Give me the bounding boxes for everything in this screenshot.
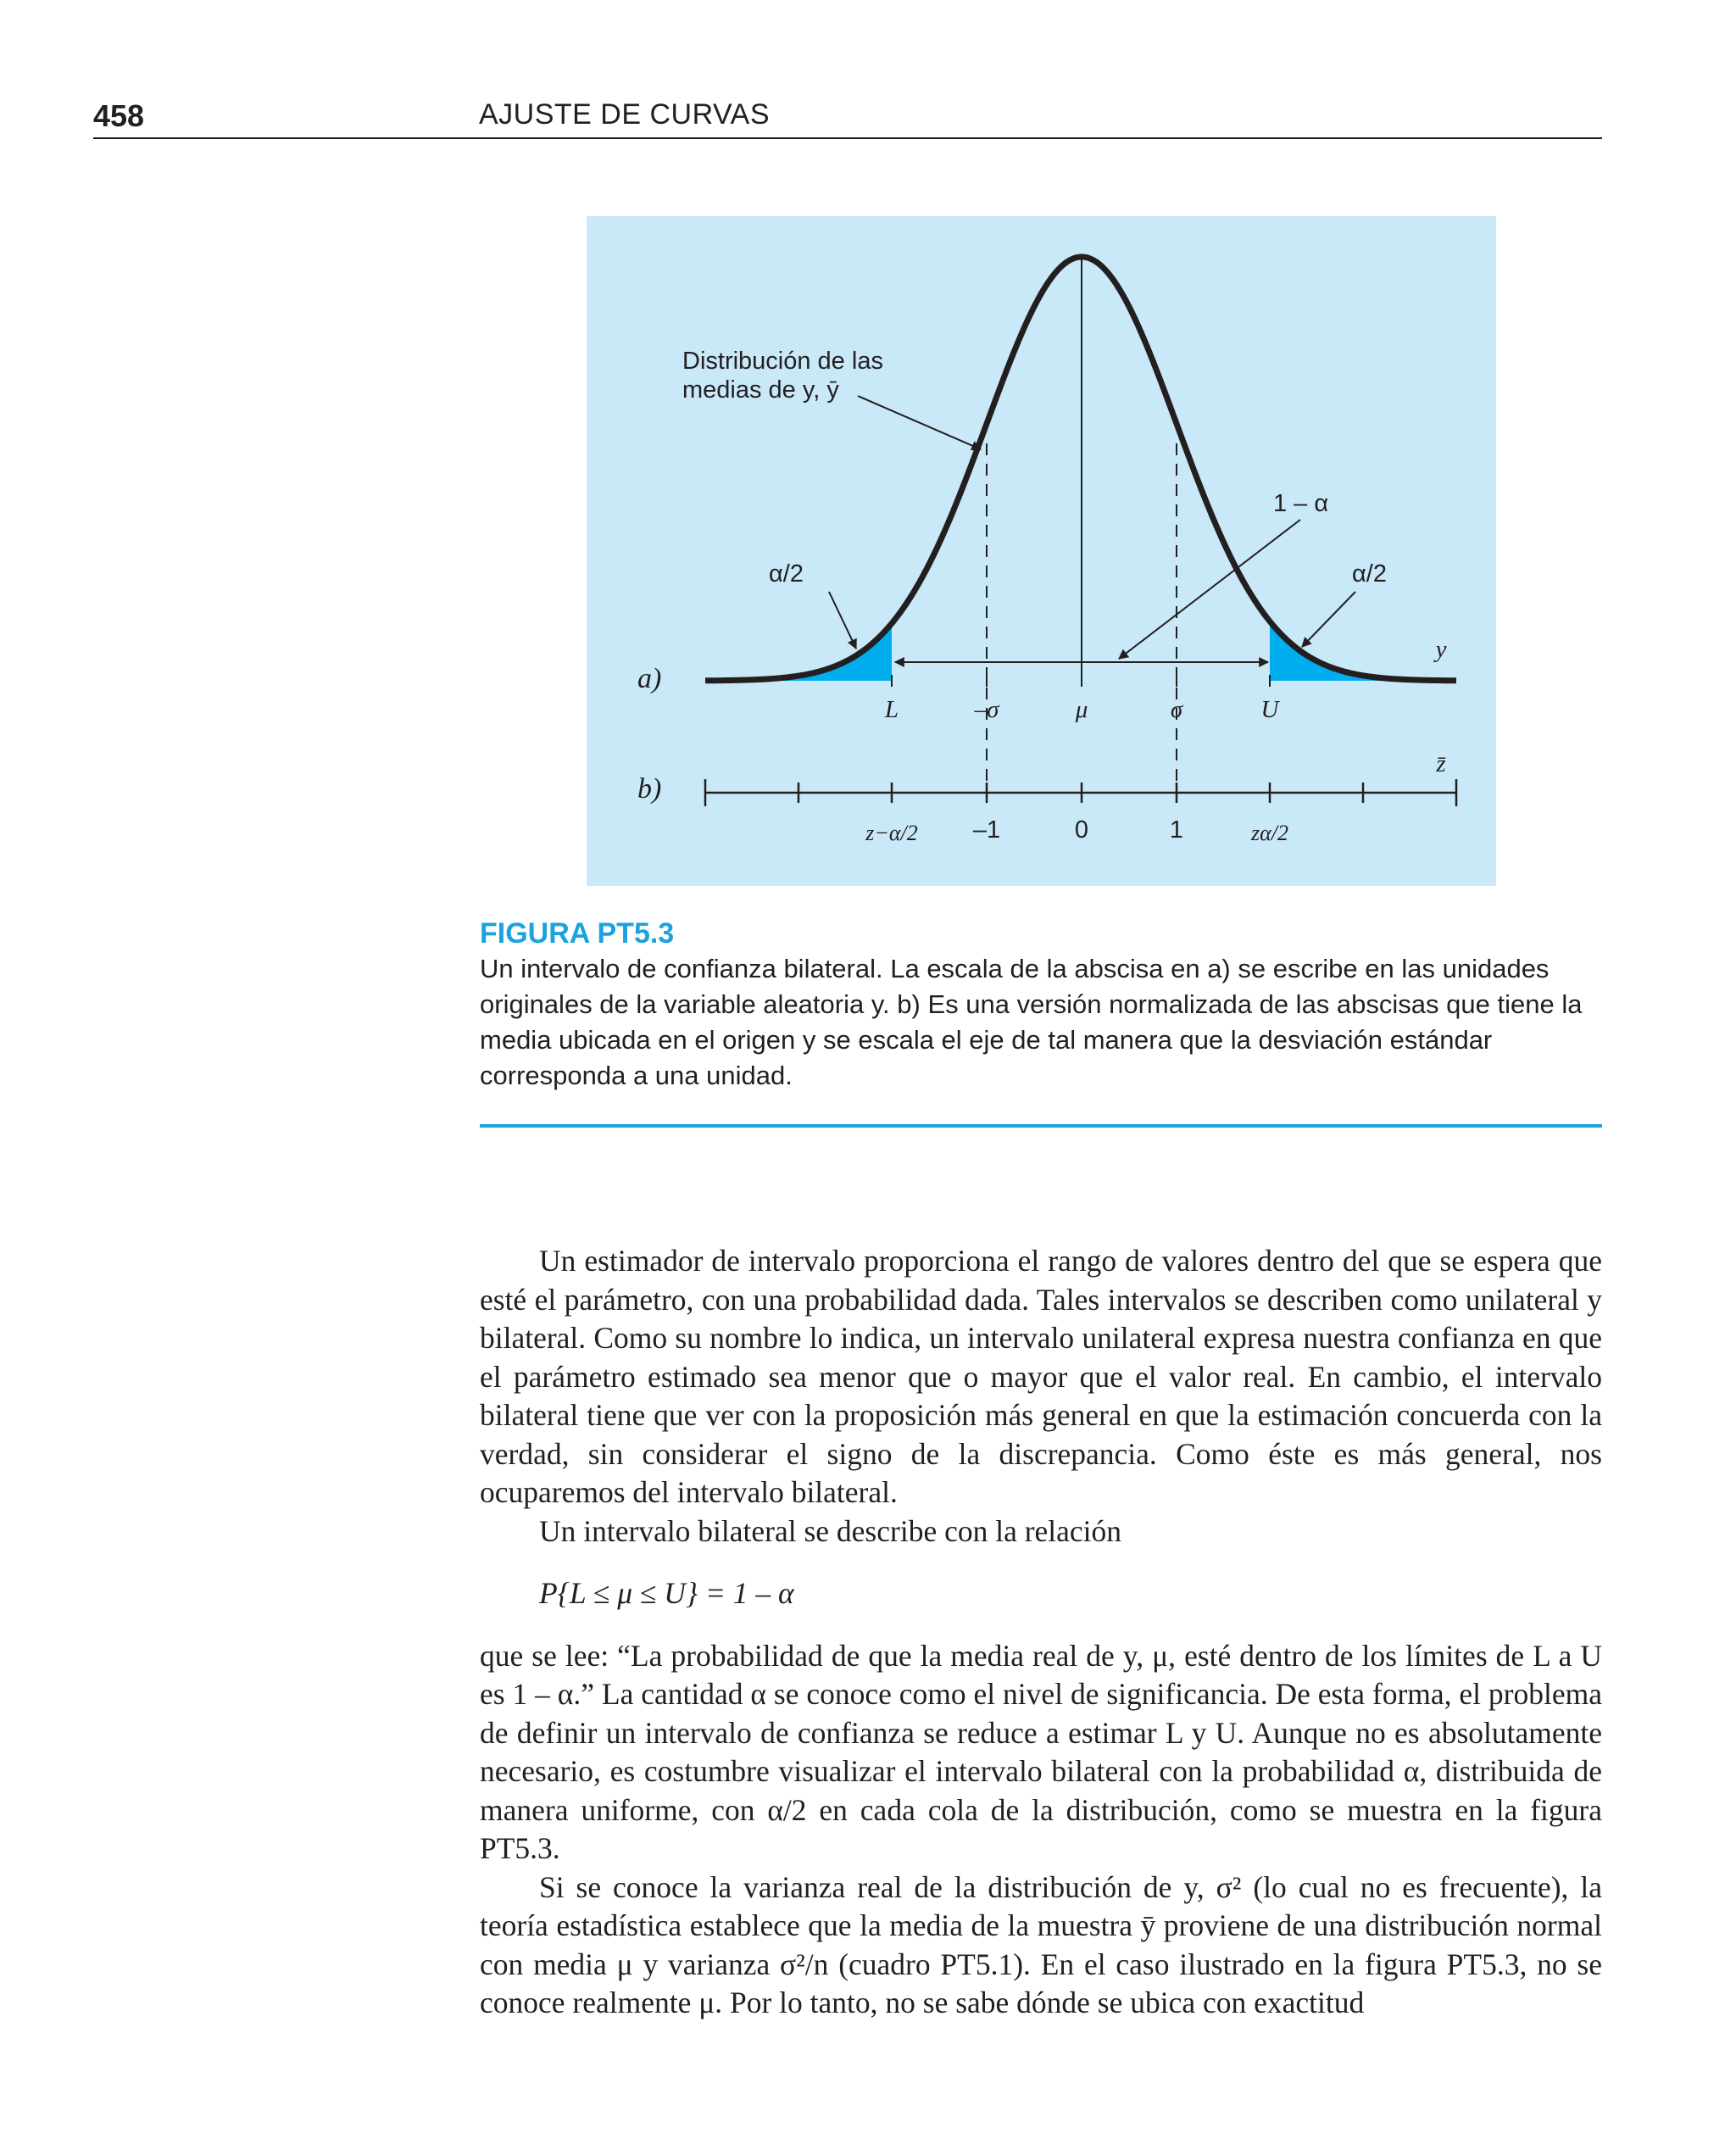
figure-caption-title: FIGURA PT5.3 [480, 917, 675, 950]
page-header [93, 95, 1602, 139]
right-tail-area [1270, 621, 1382, 681]
alpha-half-left-label: α/2 [769, 560, 804, 588]
running-head: AJUSTE DE CURVAS [479, 98, 771, 131]
alpha-half-right-label: α/2 [1352, 560, 1387, 588]
annotation-line-1: Distribución de las [682, 348, 883, 375]
equation: P{L ≤ μ ≤ U} = 1 – α [539, 1576, 794, 1610]
axis-b-variable: z̄ [1436, 750, 1446, 777]
axis-a-variable: y [1435, 636, 1447, 663]
axis-a-ticks [892, 675, 1270, 687]
tick-a-U: U [1260, 696, 1279, 723]
annotation-line-2: medias de y, ȳ [682, 376, 839, 404]
paragraph-2: Un intervalo bilateral se describe con la relación [539, 1513, 1122, 1548]
tick-a-sigma: σ [1170, 696, 1183, 723]
tick-b-minus-1: –1 [972, 816, 1001, 844]
caption-divider [480, 1124, 1602, 1128]
body-text [480, 1242, 1602, 2023]
tick-b-z-plus: zα/2 [1251, 821, 1288, 845]
alpha-left-leader [829, 592, 856, 649]
paragraph-4: Si se conoce la varianza real de la distribución de y, σ² (lo cual no es frecuente), la teoría estadística establece que la media de la muestra ȳ proviene de una distribución normal con media μ y varianza σ²/n (cuadro PT5.1). En el caso ilustrado en la figura PT5.3, no se conoce realmente μ. Por lo tanto, no se sabe dónde se ubica con exactitud [480, 1869, 1602, 2019]
tick-b-1: 1 [1169, 816, 1184, 844]
figure-pt5-3 [587, 216, 1496, 886]
paragraph-3: que se lee: “La probabilidad de que la media real de y, μ, esté dentro de los límites de L a U es 1 – α.” La cantidad α se conoce como el nivel de significancia. De esta forma, el problema de definir un intervalo de confianza se reduce a estimar L y U. Aunque no es absolutamente necesario, es costumbre visualizar el intervalo bilateral con la probabilidad α, distribuida de manera uniforme, con α/2 en cada cola de la distribución, como se muestra en la figura PT5.3. [480, 1638, 1602, 1865]
alpha-right-leader [1302, 592, 1355, 647]
label-b: b) [637, 773, 662, 805]
tick-b-z-minus: z−α/2 [865, 821, 918, 845]
annotation-leader [858, 396, 981, 449]
tick-b-0: 0 [1074, 816, 1089, 844]
one-minus-alpha-label: 1 – α [1273, 490, 1329, 517]
tick-a-minus-sigma: –σ [974, 696, 999, 723]
label-a: a) [637, 663, 662, 694]
tick-a-L: L [884, 696, 899, 723]
figure-caption-text: Un intervalo de confianza bilateral. La escala de la abscisa en a) se escribe en las unidades originales de la variable aleatoria y. b) Es una versión normalizada de las abscisas que tiene la media ubicada en el origen y se escala el eje de tal manera que la desviación estándar corresponda a una unidad. [480, 954, 1583, 1090]
page-number: 458 [93, 98, 145, 133]
paragraph-1: Un estimador de intervalo proporciona el rango de valores dentro del que se espera que esté el parámetro, con una probabilidad dada. Tales intervalos se describen como unilateral y bilateral. Como su nombre lo indica, un intervalo unilateral expresa nuestra confianza en que el parámetro estimado sea menor que o mayor que el valor real. En cambio, el intervalo bilateral tiene que ver con la proposición más general en que la estimación concuerda con la verdad, sin considerar el signo de la discrepancia. Como éste es más general, nos ocuparemos del intervalo bilateral. [480, 1244, 1602, 1509]
normal-distribution-diagram [587, 216, 1496, 886]
left-tail-area [782, 623, 892, 681]
tick-a-mu: μ [1075, 696, 1088, 723]
